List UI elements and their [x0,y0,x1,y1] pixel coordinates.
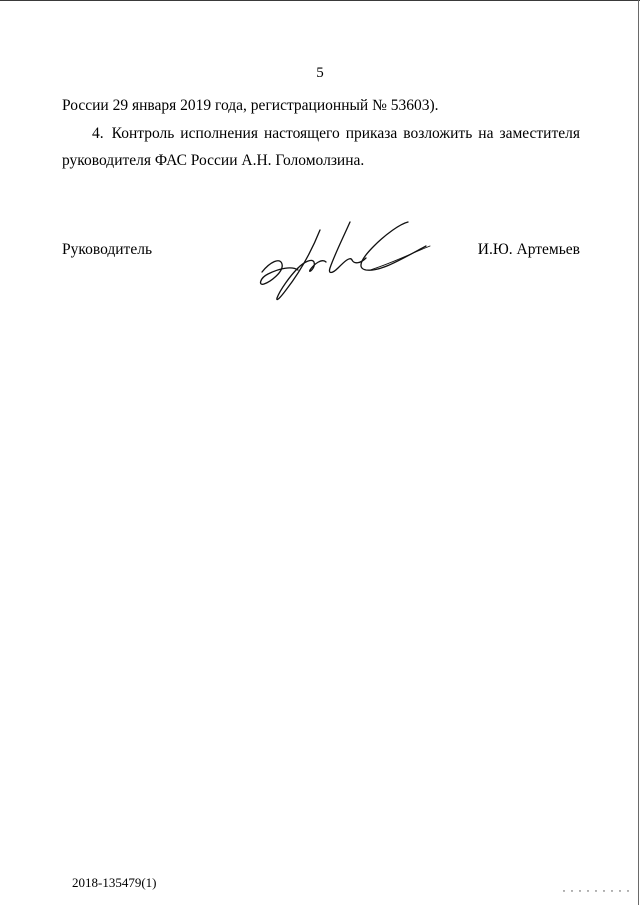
document-registration-id: 2018-135479(1) [72,875,157,890]
scan-artifact-dots [560,885,635,897]
page-number: 5 [316,65,324,81]
item-4-number: 4. [92,125,104,142]
item-4-text: Контроль исполнения настоящего приказа возложить на заместителя [111,125,580,142]
item-4-first-line [62,124,580,144]
position-title: Руководитель [62,241,153,258]
signer-name: И.Ю. Артемьев [477,241,580,258]
scan-edge-right [638,0,639,905]
item-4-second-line: руководителя ФАС России А.Н. Голомолзина. [62,152,365,169]
paragraph-continuation: России 29 января 2019 года, регистрационный № 53603). [62,97,439,114]
handwritten-signature [250,212,435,312]
scan-edge-top [0,0,640,1]
